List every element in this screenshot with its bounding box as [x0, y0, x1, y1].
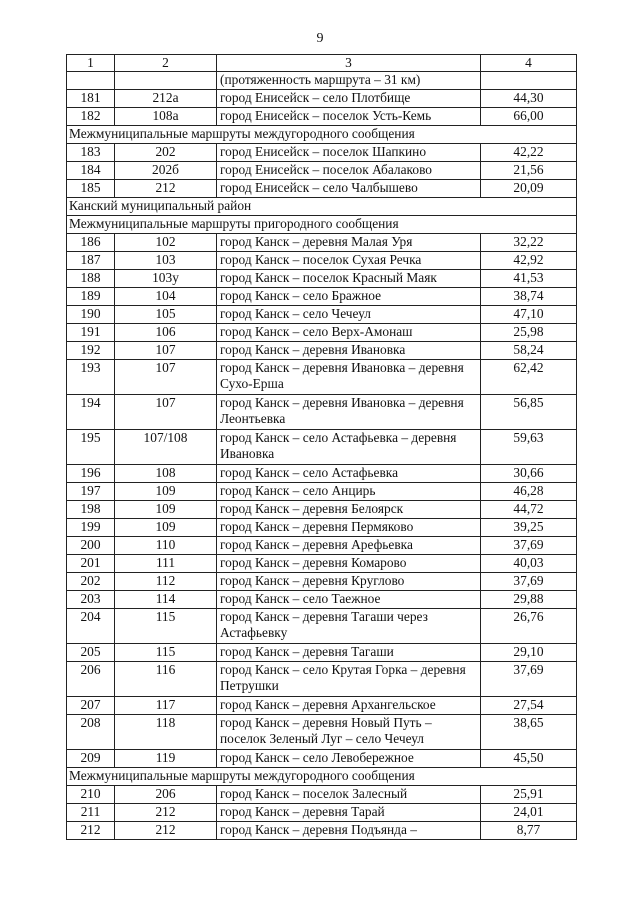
table-row — [67, 519, 577, 537]
route-length-cell: 40,03 — [481, 555, 577, 573]
table-row — [67, 270, 577, 288]
route-length-cell: 56,85 — [481, 395, 577, 430]
route-number-cell: 108 — [115, 465, 217, 483]
table-row — [67, 342, 577, 360]
table-row — [67, 252, 577, 270]
row-number-cell: 196 — [67, 465, 115, 483]
route-length-cell: 25,91 — [481, 786, 577, 804]
table-row — [67, 555, 577, 573]
routes-table — [66, 54, 577, 840]
route-number-cell: 108а — [115, 108, 217, 126]
route-number-cell: 118 — [115, 715, 217, 750]
route-name-cell: город Канск – деревня Новый Путь – поселок Зеленый Луг – село Чечеул — [217, 715, 481, 750]
section-heading-row — [67, 126, 577, 144]
route-name-cell: город Канск – село Астафьевка — [217, 465, 481, 483]
routes-table-body — [67, 55, 577, 840]
route-number-cell: 102 — [115, 234, 217, 252]
row-number-cell: 184 — [67, 162, 115, 180]
route-name-cell: город Канск – деревня Тарай — [217, 804, 481, 822]
route-name-cell: город Канск – деревня Ивановка – деревня Сухо-Ерша — [217, 360, 481, 395]
section-heading: Канский муниципальный район — [67, 198, 577, 216]
row-number-cell: 192 — [67, 342, 115, 360]
route-name-cell: город Канск – село Чечеул — [217, 306, 481, 324]
row-number-cell: 198 — [67, 501, 115, 519]
row-number-cell: 206 — [67, 662, 115, 697]
header-cell-3: 3 — [217, 55, 481, 72]
route-length-cell: 58,24 — [481, 342, 577, 360]
route-number-cell: 111 — [115, 555, 217, 573]
table-row — [67, 750, 577, 768]
section-heading-row — [67, 768, 577, 786]
route-name-cell: город Канск – село Таежное — [217, 591, 481, 609]
route-name-cell: город Канск – село Крутая Горка – деревня Петрушки — [217, 662, 481, 697]
table-row — [67, 234, 577, 252]
route-length-cell: 24,01 — [481, 804, 577, 822]
row-number-cell: 211 — [67, 804, 115, 822]
route-length-cell: 29,88 — [481, 591, 577, 609]
route-number-cell: 115 — [115, 609, 217, 644]
route-name-cell: город Канск – деревня Комарово — [217, 555, 481, 573]
route-number-cell: 106 — [115, 324, 217, 342]
route-length-cell: 37,69 — [481, 537, 577, 555]
row-number-cell: 188 — [67, 270, 115, 288]
table-row — [67, 822, 577, 840]
continuation-empty-cell — [67, 72, 115, 90]
route-number-cell: 109 — [115, 519, 217, 537]
header-cell-1: 1 — [67, 55, 115, 72]
table-row — [67, 483, 577, 501]
continuation-empty-cell — [481, 72, 577, 90]
route-length-cell: 29,10 — [481, 644, 577, 662]
table-row — [67, 662, 577, 697]
row-number-cell: 187 — [67, 252, 115, 270]
table-row — [67, 288, 577, 306]
route-number-cell: 212 — [115, 180, 217, 198]
row-number-cell: 202 — [67, 573, 115, 591]
row-number-cell: 186 — [67, 234, 115, 252]
route-name-cell: город Канск – деревня Пермяково — [217, 519, 481, 537]
route-number-cell: 110 — [115, 537, 217, 555]
header-cell-2: 2 — [115, 55, 217, 72]
route-name-cell: город Канск – деревня Тагаши через Астафьевку — [217, 609, 481, 644]
section-heading: Межмуниципальные маршруты междугородного сообщения — [67, 126, 577, 144]
route-number-cell: 206 — [115, 786, 217, 804]
route-length-cell: 26,76 — [481, 609, 577, 644]
row-number-cell: 197 — [67, 483, 115, 501]
row-number-cell: 212 — [67, 822, 115, 840]
route-number-cell: 104 — [115, 288, 217, 306]
row-number-cell: 208 — [67, 715, 115, 750]
row-number-cell: 209 — [67, 750, 115, 768]
route-name-cell: город Канск – деревня Ивановка – деревня Леонтьевка — [217, 395, 481, 430]
table-row — [67, 180, 577, 198]
route-length-cell: 38,65 — [481, 715, 577, 750]
table-row — [67, 537, 577, 555]
route-name-cell: город Канск – село Верх-Амонаш — [217, 324, 481, 342]
table-row — [67, 697, 577, 715]
row-number-cell: 199 — [67, 519, 115, 537]
route-number-cell: 115 — [115, 644, 217, 662]
route-length-cell: 59,63 — [481, 430, 577, 465]
route-number-cell: 103 — [115, 252, 217, 270]
continuation-text: (протяженность маршрута – 31 км) — [217, 72, 481, 90]
table-row — [67, 804, 577, 822]
route-number-cell: 212 — [115, 822, 217, 840]
route-number-cell: 114 — [115, 591, 217, 609]
table-row — [67, 430, 577, 465]
route-name-cell: город Канск – деревня Круглово — [217, 573, 481, 591]
row-number-cell: 200 — [67, 537, 115, 555]
row-number-cell: 189 — [67, 288, 115, 306]
route-number-cell: 109 — [115, 501, 217, 519]
table-row — [67, 162, 577, 180]
route-name-cell: город Канск – поселок Залесный — [217, 786, 481, 804]
row-number-cell: 204 — [67, 609, 115, 644]
route-name-cell: город Канск – село Анцирь — [217, 483, 481, 501]
route-name-cell: город Канск – деревня Ивановка — [217, 342, 481, 360]
route-name-cell: город Канск – поселок Красный Маяк — [217, 270, 481, 288]
row-number-cell: 195 — [67, 430, 115, 465]
route-number-cell: 112 — [115, 573, 217, 591]
table-row — [67, 786, 577, 804]
row-number-cell: 191 — [67, 324, 115, 342]
route-length-cell: 20,09 — [481, 180, 577, 198]
route-length-cell: 8,77 — [481, 822, 577, 840]
section-heading: Межмуниципальные маршруты междугородного сообщения — [67, 768, 577, 786]
section-heading-row — [67, 216, 577, 234]
table-row — [67, 144, 577, 162]
route-name-cell: город Канск – деревня Подъянда – — [217, 822, 481, 840]
table-row — [67, 609, 577, 644]
route-number-cell: 109 — [115, 483, 217, 501]
route-number-cell: 107 — [115, 342, 217, 360]
table-row — [67, 644, 577, 662]
route-length-cell: 41,53 — [481, 270, 577, 288]
route-number-cell: 103у — [115, 270, 217, 288]
route-length-cell: 37,69 — [481, 573, 577, 591]
route-length-cell: 62,42 — [481, 360, 577, 395]
row-number-cell: 193 — [67, 360, 115, 395]
row-number-cell: 205 — [67, 644, 115, 662]
table-row — [67, 108, 577, 126]
route-name-cell: город Канск – деревня Архангельское — [217, 697, 481, 715]
route-number-cell: 202 — [115, 144, 217, 162]
row-number-cell: 190 — [67, 306, 115, 324]
route-name-cell: город Енисейск – село Плотбище — [217, 90, 481, 108]
route-length-cell: 42,22 — [481, 144, 577, 162]
route-length-cell: 39,25 — [481, 519, 577, 537]
continuation-empty-cell — [115, 72, 217, 90]
continuation-row — [67, 72, 577, 90]
route-number-cell: 107 — [115, 395, 217, 430]
route-name-cell: город Канск – деревня Белоярск — [217, 501, 481, 519]
section-heading: Межмуниципальные маршруты пригородного сообщения — [67, 216, 577, 234]
page-number: 9 — [316, 31, 324, 46]
route-number-cell: 107 — [115, 360, 217, 395]
row-number-cell: 182 — [67, 108, 115, 126]
route-length-cell: 37,69 — [481, 662, 577, 697]
row-number-cell: 181 — [67, 90, 115, 108]
route-length-cell: 42,92 — [481, 252, 577, 270]
route-number-cell: 212 — [115, 804, 217, 822]
row-number-cell: 203 — [67, 591, 115, 609]
route-name-cell: город Канск – деревня Малая Уря — [217, 234, 481, 252]
table-row — [67, 591, 577, 609]
table-row — [67, 395, 577, 430]
table-row — [67, 465, 577, 483]
route-number-cell: 105 — [115, 306, 217, 324]
route-number-cell: 119 — [115, 750, 217, 768]
row-number-cell: 183 — [67, 144, 115, 162]
route-length-cell: 38,74 — [481, 288, 577, 306]
header-cell-4: 4 — [481, 55, 577, 72]
row-number-cell: 201 — [67, 555, 115, 573]
route-name-cell: город Енисейск – поселок Абалаково — [217, 162, 481, 180]
section-heading-row — [67, 198, 577, 216]
route-length-cell: 27,54 — [481, 697, 577, 715]
route-name-cell: город Канск – поселок Сухая Речка — [217, 252, 481, 270]
route-length-cell: 30,66 — [481, 465, 577, 483]
route-number-cell: 116 — [115, 662, 217, 697]
table-row — [67, 324, 577, 342]
route-length-cell: 66,00 — [481, 108, 577, 126]
route-length-cell: 21,56 — [481, 162, 577, 180]
table-row — [67, 715, 577, 750]
route-name-cell: город Енисейск – село Чалбышево — [217, 180, 481, 198]
route-name-cell: город Канск – село Астафьевка – деревня Ивановка — [217, 430, 481, 465]
route-length-cell: 44,30 — [481, 90, 577, 108]
route-length-cell: 25,98 — [481, 324, 577, 342]
route-name-cell: город Канск – село Левобережное — [217, 750, 481, 768]
row-number-cell: 185 — [67, 180, 115, 198]
route-length-cell: 46,28 — [481, 483, 577, 501]
table-row — [67, 360, 577, 395]
route-length-cell: 44,72 — [481, 501, 577, 519]
route-name-cell: город Канск – деревня Арефьевка — [217, 537, 481, 555]
table-row — [67, 90, 577, 108]
route-name-cell: город Канск – село Бражное — [217, 288, 481, 306]
route-number-cell: 212а — [115, 90, 217, 108]
table-row — [67, 501, 577, 519]
route-length-cell: 32,22 — [481, 234, 577, 252]
route-name-cell: город Канск – деревня Тагаши — [217, 644, 481, 662]
row-number-cell: 207 — [67, 697, 115, 715]
table-row — [67, 306, 577, 324]
table-row — [67, 573, 577, 591]
table-header-row — [67, 55, 577, 72]
row-number-cell: 210 — [67, 786, 115, 804]
route-length-cell: 47,10 — [481, 306, 577, 324]
row-number-cell: 194 — [67, 395, 115, 430]
route-number-cell: 202б — [115, 162, 217, 180]
route-length-cell: 45,50 — [481, 750, 577, 768]
route-number-cell: 107/108 — [115, 430, 217, 465]
route-name-cell: город Енисейск – поселок Усть-Кемь — [217, 108, 481, 126]
route-number-cell: 117 — [115, 697, 217, 715]
route-name-cell: город Енисейск – поселок Шапкино — [217, 144, 481, 162]
